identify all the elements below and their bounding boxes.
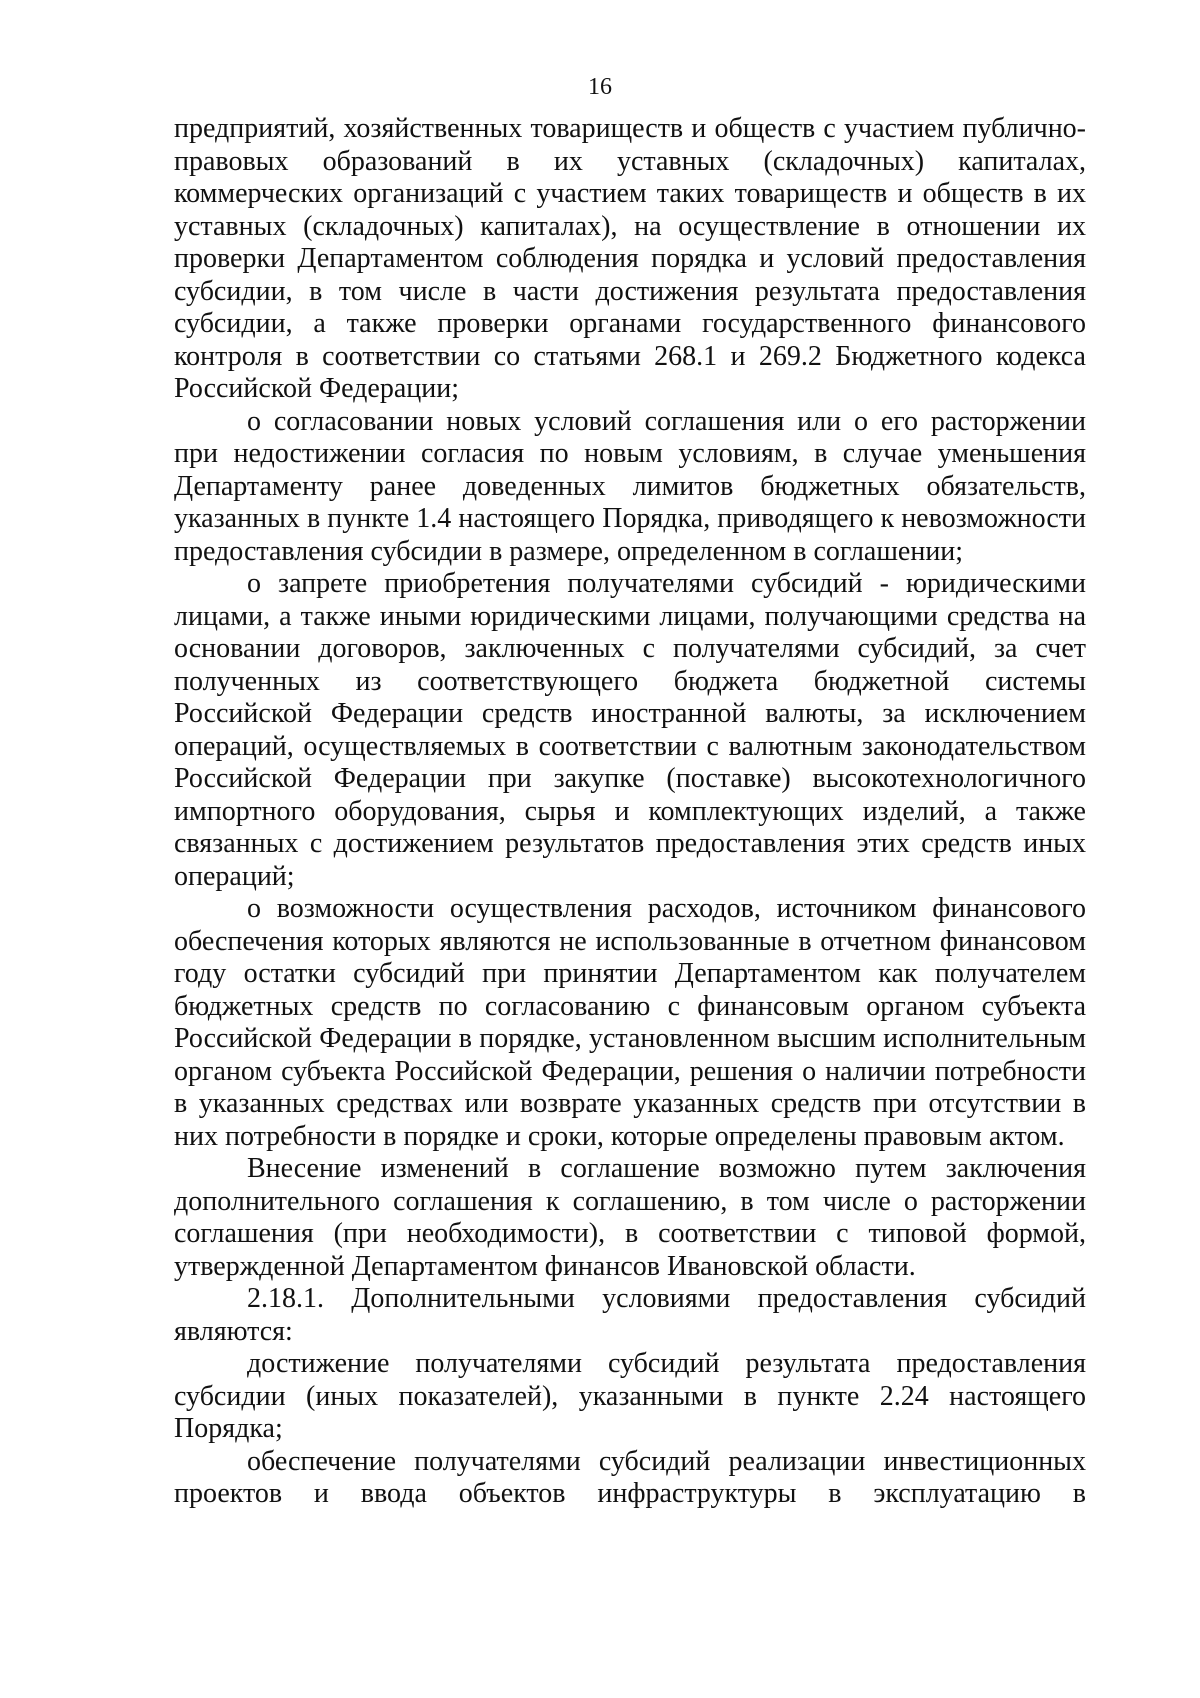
- paragraph-4: о возможности осуществления расходов, источником финансового обеспечения которых являются не использованные в отчетном финансовом году остатки субсидий при принятии Департаментом как получателем бюджетных средств по согласованию с финансовым органом субъекта Российской Федерации в порядке, установленном высшим исполнительным органом субъекта Российской Федерации, решения о наличии потребности в указанных средствах или возврате указанных средств при отсутствии в них потребности в порядке и сроки, которые определены правовым актом.: [174, 893, 1086, 1152]
- paragraph-7: достижение получателями субсидий результата предоставления субсидии (иных показателей), указанными в пункте 2.24 настоящего Порядка;: [174, 1348, 1086, 1444]
- paragraph-5: Внесение изменений в соглашение возможно путем заключения дополнительного соглашения к соглашению, в том числе о расторжении соглашения (при необходимости), в соответствии с типовой формой, утвержденной Департаментом финансов Ивановской области.: [174, 1153, 1086, 1282]
- page-number: 16: [588, 74, 612, 100]
- paragraph-6: 2.18.1. Дополнительными условиями предоставления субсидий являются:: [174, 1283, 1086, 1347]
- paragraph-3: о запрете приобретения получателями субсидий - юридическими лицами, а также иными юридическими лицами, получающими средства на основании договоров, заключенных с получателями субсидий, за счет полученных из соответствующего бюджета бюджетной системы Российской Федерации средств иностранной валюты, за исключением операций, осуществляемых в соответствии с валютным законодательством Российской Федерации при закупке (поставке) высокотехнологичного импортного оборудования, сырья и комплектующих изделий, а также связанных с достижением результатов предоставления этих средств иных операций;: [174, 568, 1086, 892]
- paragraph-1: предприятий, хозяйственных товариществ и обществ с участием публично-правовых образований в их уставных (складочных) капиталах, коммерческих организаций с участием таких товариществ и обществ в их уставных (складочных) капиталах), на осуществление в отношении их проверки Департаментом соблюдения порядка и условий предоставления субсидии, в том числе в части достижения результата предоставления субсидии, а также проверки органами государственного финансового контроля в соответствии со статьями 268.1 и 269.2 Бюджетного кодекса Российской Федерации;: [174, 113, 1086, 404]
- paragraph-2: о согласовании новых условий соглашения или о его расторжении при недостижении согласия по новым условиям, в случае уменьшения Департаменту ранее доведенных лимитов бюджетных обязательств, указанных в пункте 1.4 настоящего Порядка, приводящего к невозможности предоставления субсидии в размере, определенном в соглашении;: [174, 405, 1086, 567]
- document-body: [174, 113, 1086, 1511]
- paragraph-8: обеспечение получателями субсидий реализации инвестиционных проектов и ввода объектов инфраструктуры в эксплуатацию в: [174, 1445, 1086, 1509]
